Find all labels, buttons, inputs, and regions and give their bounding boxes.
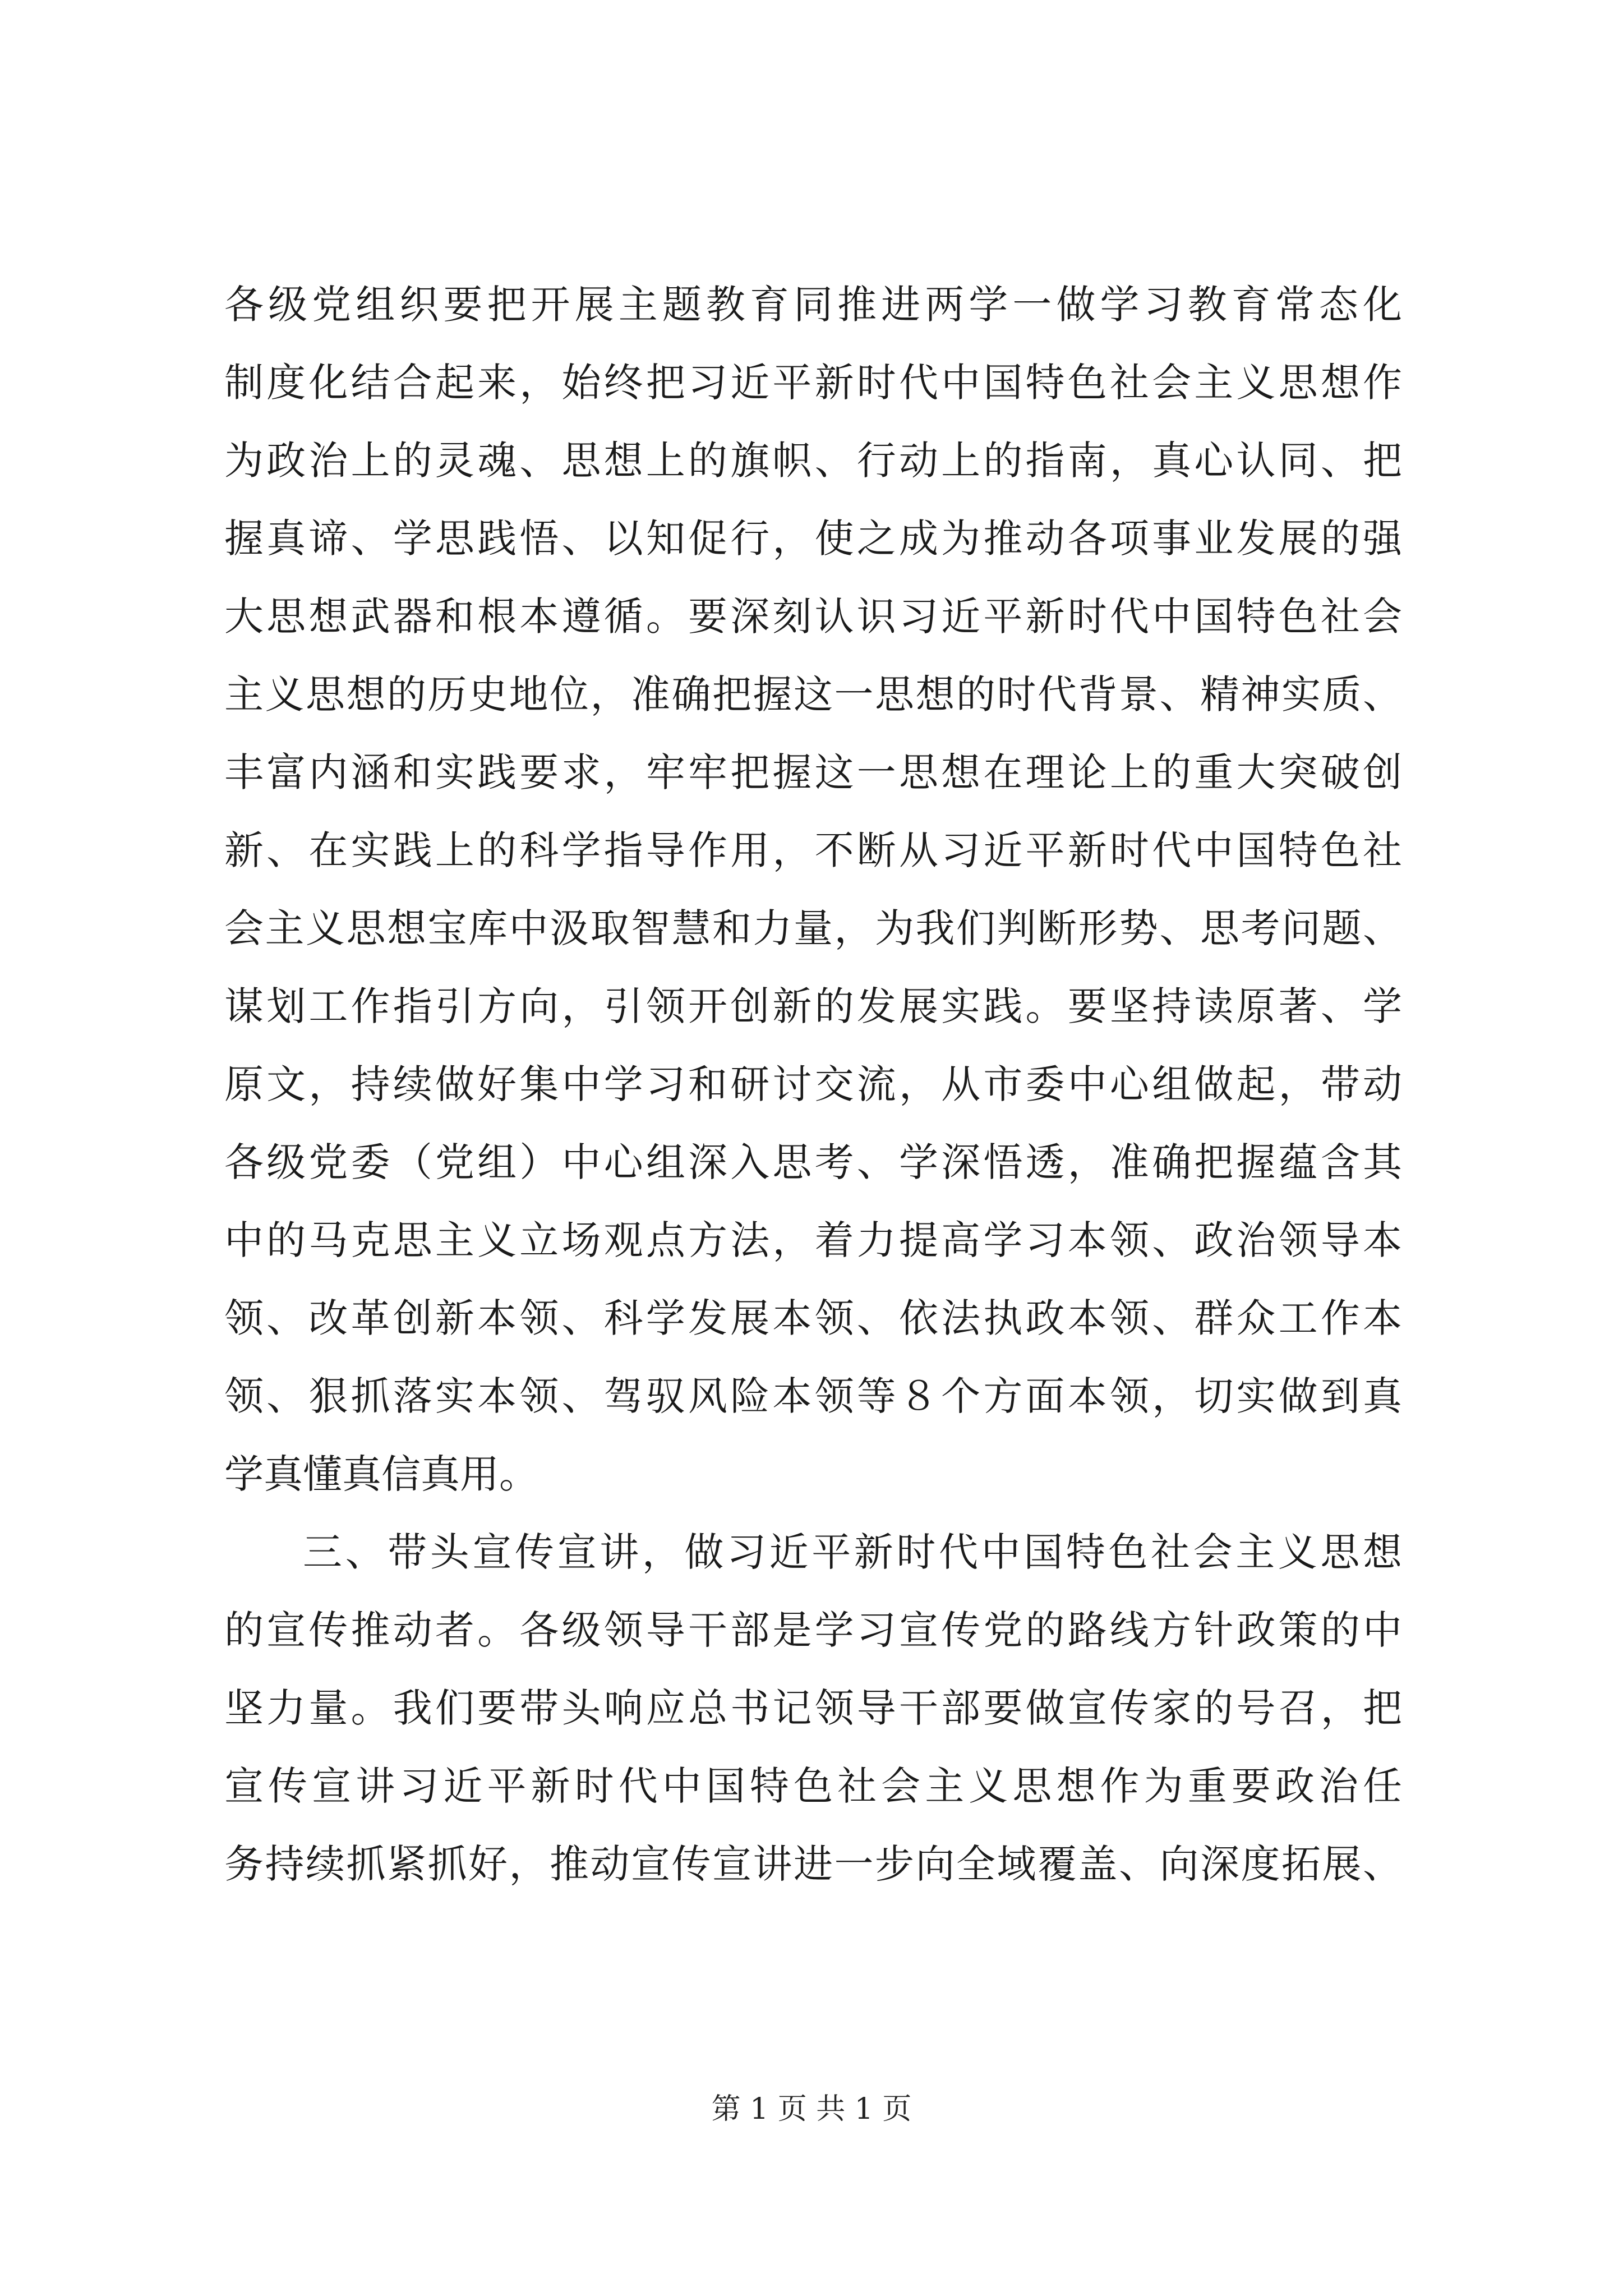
text-line: 原文，持续做好集中学习和研讨交流，从市委中心组做起，带动 — [224, 1061, 1402, 1107]
text-line: 为政治上的灵魂、思想上的旗帜、行动上的指南，真心认同、把 — [224, 438, 1402, 484]
text-line: 领、狠抓落实本领、驾驭风险本领等８个方面本领，切实做到真 — [224, 1373, 1402, 1419]
text-line: 握真谛、学思践悟、以知促行，使之成为推动各项事业发展的强 — [224, 516, 1402, 562]
text-line: 学真懂真信真用。 — [224, 1451, 538, 1497]
text-line: 宣传宣讲习近平新时代中国特色社会主义思想作为重要政治任 — [224, 1763, 1402, 1809]
text-line: 谋划工作指引方向，引领开创新的发展实践。要坚持读原著、学 — [224, 983, 1402, 1029]
document-body — [224, 266, 1402, 1903]
page-number-footer: 第 1 页 共 1 页 — [711, 2092, 912, 2126]
text-line: 会主义思想宝库中汲取智慧和力量，为我们判断形势、思考问题、 — [224, 905, 1402, 951]
text-line: 领、改革创新本领、科学发展本领、依法执政本领、群众工作本 — [224, 1295, 1402, 1341]
text-line: 中的马克思主义立场观点方法，着力提高学习本领、政治领导本 — [224, 1217, 1402, 1263]
text-line: 的宣传推动者。各级领导干部是学习宣传党的路线方针政策的中 — [224, 1607, 1402, 1653]
text-line: 务持续抓紧抓好，推动宣传宣讲进一步向全域覆盖、向深度拓展、 — [224, 1841, 1402, 1887]
section-heading-line: 三、带头宣传宣讲，做习近平新时代中国特色社会主义思想 — [303, 1529, 1402, 1575]
text-line: 各级党组织要把开展主题教育同推进两学一做学习教育常态化 — [224, 282, 1402, 328]
text-line: 大思想武器和根本遵循。要深刻认识习近平新时代中国特色社会 — [224, 593, 1402, 639]
text-line: 丰富内涵和实践要求，牢牢把握这一思想在理论上的重大突破创 — [224, 749, 1402, 795]
text-line: 制度化结合起来，始终把习近平新时代中国特色社会主义思想作 — [224, 360, 1402, 406]
text-line: 坚力量。我们要带头响应总书记领导干部要做宣传家的号召，把 — [224, 1685, 1402, 1731]
text-line: 主义思想的历史地位，准确把握这一思想的时代背景、精神实质、 — [224, 671, 1402, 717]
text-line: 各级党委（党组）中心组深入思考、学深悟透，准确把握蕴含其 — [224, 1139, 1402, 1185]
text-line: 新、在实践上的科学指导作用，不断从习近平新时代中国特色社 — [224, 827, 1402, 873]
